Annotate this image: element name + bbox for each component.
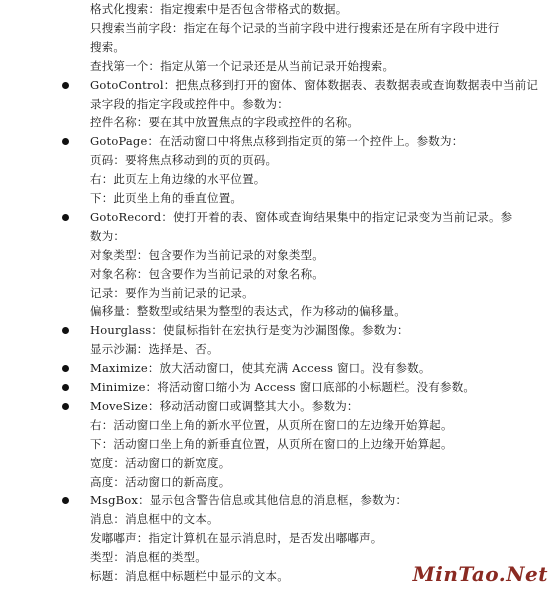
text-line: 查找第一个：指定从第一个记录还是从当前记录开始搜索。	[90, 58, 395, 73]
bullet-item-text: Minimize：将活动窗口缩小为 Access 窗口底部的小标题栏。没有参数。	[90, 380, 476, 394]
text-line: 只搜索当前字段：指定在每个记录的当前字段中进行搜索还是在所有字段中进行	[90, 20, 500, 35]
bullet-item-text: MoveSize：移动活动窗口或调整其大小。参数为：	[90, 398, 359, 413]
text-line: 控件名称：要在其中放置焦点的字段或控件的名称。	[90, 115, 360, 130]
text-line: 发嘟嘟声：指定计算机在显示消息时，是否发出嘟嘟声。	[90, 531, 383, 546]
text-line: 对象名称：包含要作为当前记录的对象名称。	[90, 266, 324, 281]
text-line: 格式化搜索：指定搜索中是否包含带格式的数据。	[90, 2, 348, 16]
text-line: 标题：消息框中标题栏中显示的文本。	[90, 569, 289, 583]
text-line: 录字段的指定字段或控件中。参数为：	[90, 96, 289, 111]
text-line: 搜索。	[90, 39, 126, 54]
text-line: 下：活动窗口坐上角的新垂直位置，从页所在窗口的上边缘开始算起。	[90, 436, 453, 451]
bullet-icon	[62, 403, 69, 410]
bullet-icon	[62, 384, 69, 391]
bullet-icon	[62, 214, 69, 221]
text-line: 右：此页左上角边缘的水平位置。	[90, 172, 266, 187]
text-line: 偏移量：整数型或结果为整型的表达式，作为移动的偏移量。	[90, 304, 406, 319]
text-line: 显示沙漏：选择是、否。	[90, 342, 219, 357]
bullet-icon	[62, 497, 69, 504]
bullet-icon	[62, 82, 69, 89]
text-line: 右：活动窗口坐上角的新水平位置，从页所在窗口的左边缘开始算起。	[90, 417, 453, 432]
text-line: 数为：	[90, 228, 126, 243]
bullet-item-text: Maximize：放大活动窗口，使其充满 Access 窗口。没有参数。	[90, 361, 431, 376]
text-line: 页码：要将焦点移动到的页的页码。	[90, 153, 278, 168]
text-line: 高度：活动窗口的新高度。	[90, 474, 231, 489]
watermark-logo: MinTao.Net	[412, 562, 548, 586]
bullet-item-text: MsgBox：显示包含警告信息或其他信息的消息框，参数为：	[90, 493, 408, 508]
bullet-item-text: GotoPage：在活动窗口中将焦点移到指定页的第一个控件上。参数为：	[90, 134, 464, 149]
text-line: 消息：消息框中的文本。	[90, 512, 219, 527]
text-line: 宽度：活动窗口的新宽度。	[90, 455, 231, 470]
bullet-item-text: GotoRecord：使打开着的表、窗体或查询结果集中的指定记录变为当前记录。参	[90, 209, 513, 224]
bullet-item-text: Hourglass：使鼠标指针在宏执行是变为沙漏图像。参数为：	[90, 323, 409, 338]
text-line: 下：此页坐上角的垂直位置。	[90, 191, 243, 205]
text-line: 对象类型：包含要作为当前记录的对象类型。	[90, 247, 324, 262]
text-line: 记录：要作为当前记录的记录。	[90, 285, 254, 300]
bullet-icon	[62, 365, 69, 372]
text-line: 类型：消息框的类型。	[90, 550, 207, 565]
bullet-item-text: GotoControl：把焦点移到打开的窗体、窗体数据表、表数据表或查询数据表中当前记	[90, 77, 539, 92]
bullet-icon	[62, 138, 69, 145]
bullet-icon	[62, 327, 69, 334]
